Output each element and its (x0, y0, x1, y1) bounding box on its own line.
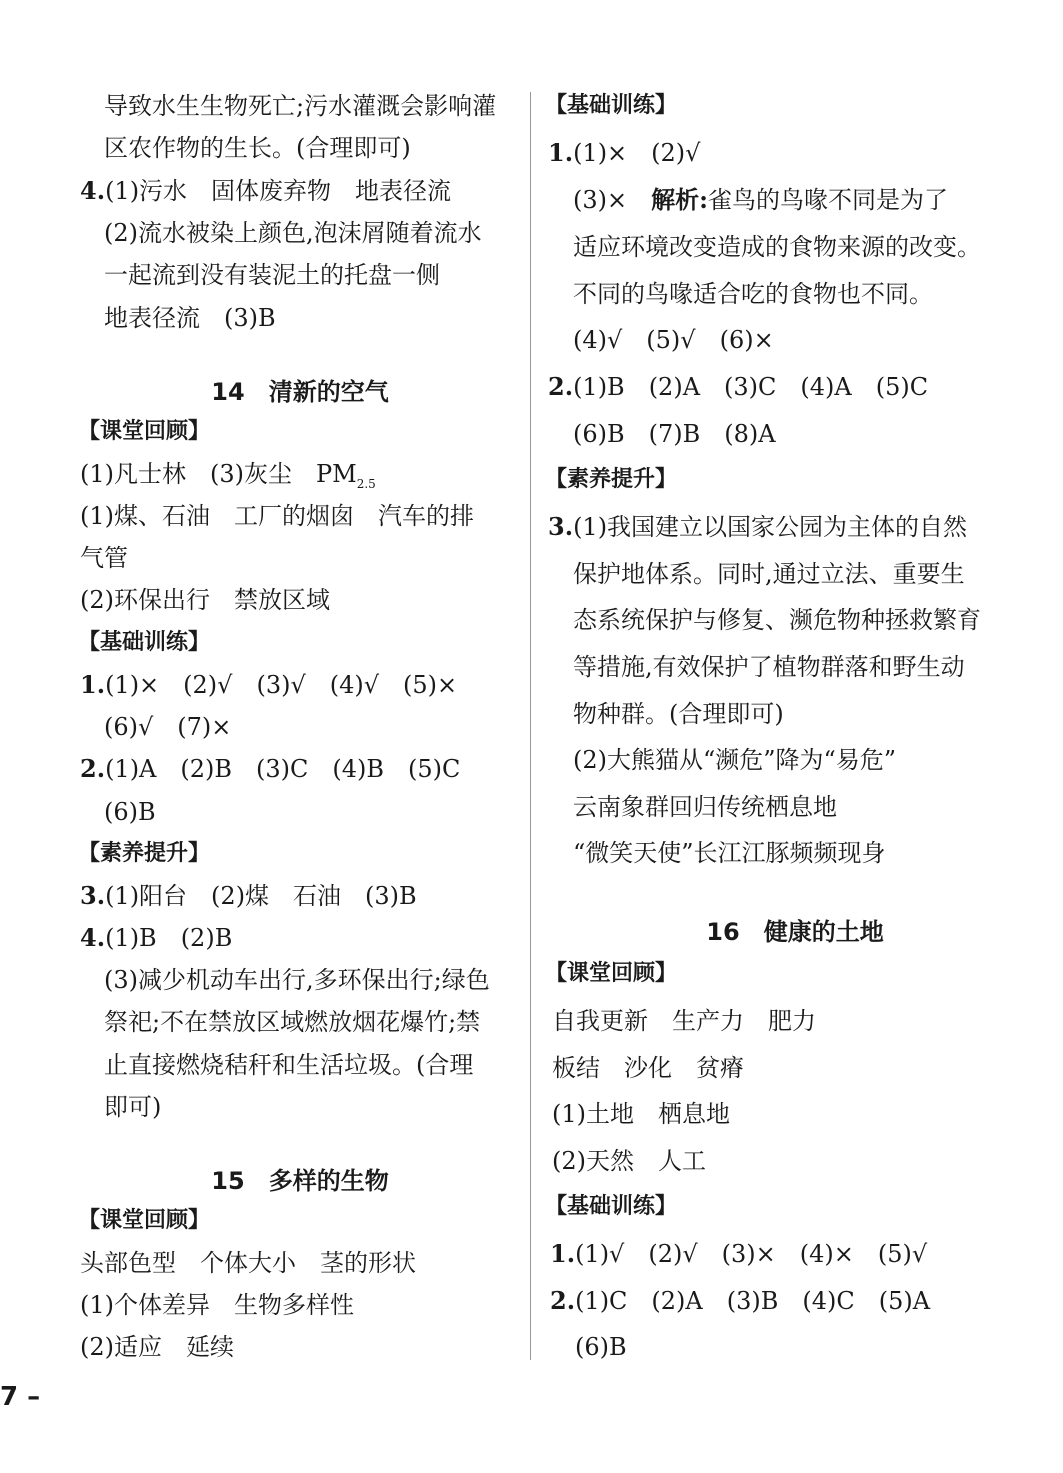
answer-text: (1)× (2)√ (573, 139, 701, 167)
answer-text: (1)B (2)B (105, 924, 233, 952)
question-1 (550, 1237, 927, 1271)
question-2 (548, 370, 928, 404)
label-improve: 【素养提升】 (545, 467, 678, 492)
answer-line: 等措施,有效保护了植物群落和野生动 (573, 653, 965, 681)
answer-line: (3)减少机动车出行,多环保出行;绿色 (104, 966, 490, 994)
question-number: 1. (548, 138, 574, 167)
question-number: 2. (550, 1286, 576, 1315)
subscript: 2.5 (356, 476, 376, 491)
answer-line: 适应环境改变造成的食物来源的改变。 (573, 233, 981, 261)
answer-line: (1)个体差异 生物多样性 (80, 1291, 354, 1319)
answer-line: (2)适应 延续 (80, 1333, 234, 1361)
label-review: 【课堂回顾】 (78, 1208, 211, 1233)
answer-text: (1)B (2)A (3)C (4)A (5)C (573, 373, 929, 401)
answer-line: 祭祀;不在禁放区域燃放烟花爆竹;禁 (104, 1008, 481, 1036)
question-number: 2. (548, 372, 574, 401)
answer-line: 区农作物的生长。(合理即可) (104, 134, 411, 162)
question-number: 3. (80, 881, 106, 910)
section-title-14: 14 清新的空气 (211, 378, 389, 406)
answer-line: 不同的鸟喙适合吃的食物也不同。 (573, 280, 933, 308)
analysis-label: 解析: (651, 185, 708, 214)
question-number: 3. (548, 512, 574, 541)
answer-text: (1)A (2)B (3)C (4)B (5)C (105, 755, 461, 783)
label-basic: 【基础训练】 (78, 630, 211, 655)
answer-text: (1)污水 固体废弃物 地表径流 (105, 177, 452, 205)
answer-line: (1)土地 栖息地 (552, 1100, 730, 1128)
answer-line: 自我更新 生产力 肥力 (552, 1007, 816, 1035)
answer-line (573, 183, 948, 217)
page-number: 7 – (0, 1382, 41, 1412)
answer-line: 云南象群回归传统栖息地 (573, 793, 837, 821)
label-review: 【课堂回顾】 (545, 961, 678, 986)
answer-line: (2)大熊猫从“濒危”降为“易危” (573, 746, 897, 774)
answer-line: 一起流到没有装泥土的托盘一侧 (104, 261, 440, 289)
question-1 (80, 668, 457, 702)
question-1 (548, 136, 700, 170)
question-3 (80, 879, 417, 913)
answer-text: 雀鸟的鸟喙不同是为了 (707, 186, 948, 214)
answer-line: 气管 (80, 544, 128, 572)
answer-line: (2)环保出行 禁放区域 (80, 586, 330, 614)
label-improve: 【素养提升】 (78, 841, 211, 866)
answer-text: (1)阳台 (2)煤 石油 (3)B (105, 882, 417, 910)
section-title-15: 15 多样的生物 (211, 1167, 389, 1195)
answer-line: 止直接燃烧秸秆和生活垃圾。(合理 (104, 1051, 474, 1079)
question-number: 1. (80, 670, 106, 699)
answer-line: (2)天然 人工 (552, 1147, 706, 1175)
answer-line: (6)B (104, 798, 156, 826)
answer-line: (4)√ (5)√ (6)× (573, 326, 774, 354)
question-4 (80, 174, 451, 208)
answer-line: 态系统保护与修复、濒危物种拯救繁育 (573, 606, 981, 634)
answer-text: (1)凡士林 (3)灰尘 PM (80, 460, 357, 488)
answer-line: (6)B (575, 1333, 627, 1361)
section-title-16: 16 健康的土地 (706, 918, 884, 946)
label-basic: 【基础训练】 (545, 1194, 678, 1219)
label-basic: 【基础训练】 (545, 93, 678, 118)
answer-line: (6)√ (7)× (104, 713, 232, 741)
answer-text: (1)C (2)A (3)B (4)C (5)A (575, 1287, 931, 1315)
answer-line: 头部色型 个体大小 茎的形状 (80, 1249, 416, 1277)
answer-line (80, 457, 376, 501)
answer-text: (1)× (2)√ (3)√ (4)√ (5)× (105, 671, 458, 699)
answer-line: 导致水生生物死亡;污水灌溉会影响灌 (104, 92, 497, 120)
question-2 (550, 1284, 930, 1318)
question-4 (80, 921, 232, 955)
question-number: 1. (550, 1239, 576, 1268)
question-number: 2. (80, 754, 106, 783)
label-review: 【课堂回顾】 (78, 419, 211, 444)
answer-line: 板结 沙化 贫瘠 (552, 1054, 744, 1082)
question-number: 4. (80, 923, 106, 952)
answer-text: (3)× (573, 186, 652, 214)
answer-text: (1)√ (2)√ (3)× (4)× (5)√ (575, 1240, 928, 1268)
answer-line: “微笑天使”长江江豚频频现身 (573, 839, 886, 867)
answer-line: 物种群。(合理即可) (573, 700, 784, 728)
answer-line: (2)流水被染上颜色,泡沫屑随着流水 (104, 219, 482, 247)
answer-line: (6)B (7)B (8)A (573, 420, 776, 448)
answer-line: (1)煤、石油 工厂的烟囱 汽车的排 (80, 502, 474, 530)
answer-line: 保护地体系。同时,通过立法、重要生 (573, 560, 965, 588)
column-divider (530, 92, 531, 1360)
answer-line: 即可) (104, 1093, 162, 1121)
question-3 (548, 510, 967, 544)
question-2 (80, 752, 460, 786)
answer-line: 地表径流 (3)B (104, 304, 276, 332)
answer-text: (1)我国建立以国家公园为主体的自然 (573, 513, 968, 541)
question-number: 4. (80, 176, 106, 205)
